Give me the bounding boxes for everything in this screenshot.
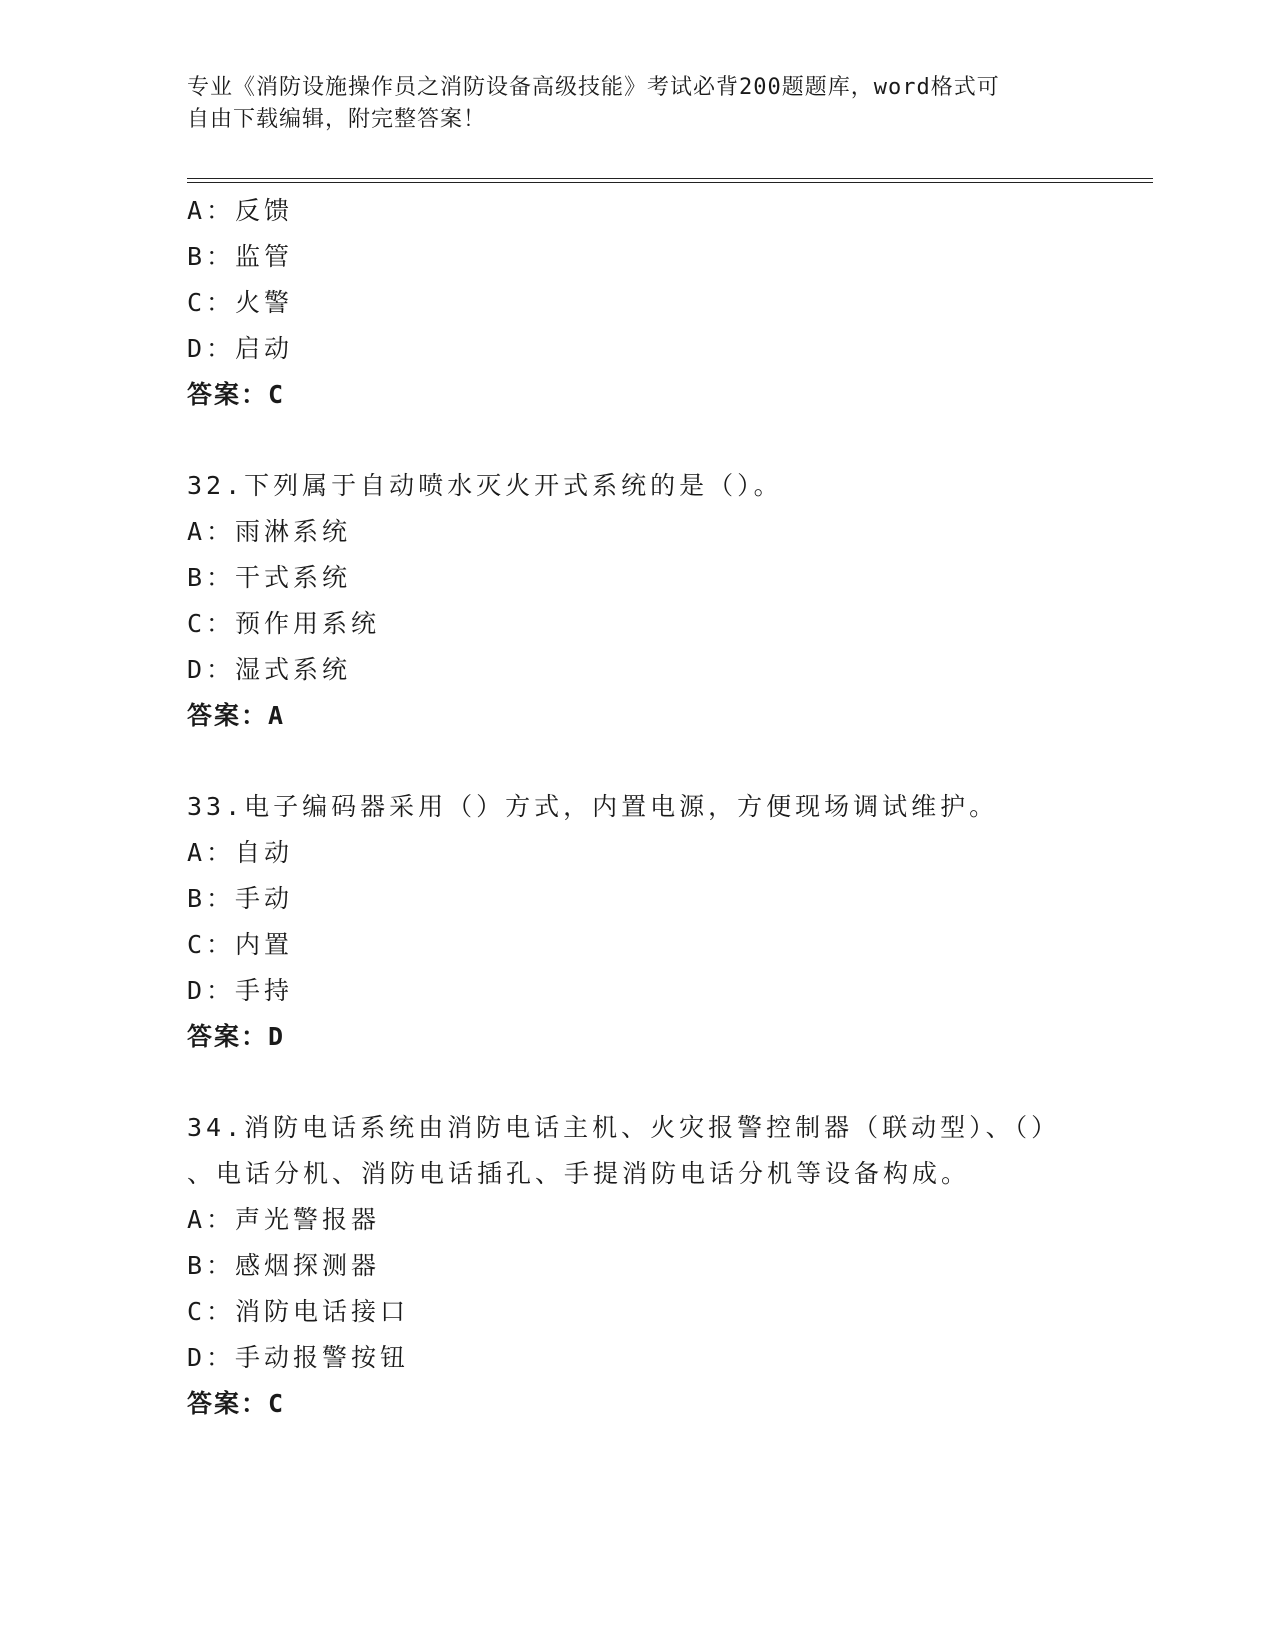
question-32: [187, 463, 1153, 739]
option-c: C：消防电话接口: [187, 1297, 410, 1326]
answer: 答案：D: [187, 1022, 286, 1051]
option-a: A：声光警报器: [187, 1205, 381, 1234]
header-line-2: 自由下载编辑，附完整答案！: [187, 107, 487, 132]
question-34: [187, 1105, 1153, 1427]
question-stem: 32.下列属于自动喷水灭火开式系统的是（）。: [187, 471, 783, 500]
answer: 答案：A: [187, 701, 286, 730]
question-31: [187, 188, 1153, 418]
option-a: A：雨淋系统: [187, 517, 352, 546]
option-c: C：内置: [187, 930, 294, 959]
option-b: B：手动: [187, 884, 294, 913]
option-a: A：自动: [187, 838, 294, 867]
question-33: [187, 784, 1153, 1060]
option-b: B：监管: [187, 242, 294, 271]
option-c: C：火警: [187, 288, 294, 317]
spacer: [187, 1060, 1153, 1105]
question-stem-line-2: 、电话分机、消防电话插孔、手提消防电话分机等设备构成。: [187, 1159, 971, 1188]
question-stem-line-1: 34.消防电话系统由消防电话主机、火灾报警控制器（联动型）、（）: [187, 1113, 1061, 1142]
document-header: [187, 72, 1087, 136]
answer: 答案：C: [187, 1389, 286, 1418]
spacer: [187, 739, 1153, 784]
option-b: B：干式系统: [187, 563, 352, 592]
header-divider: [187, 178, 1153, 183]
option-c: C：预作用系统: [187, 609, 381, 638]
option-b: B：感烟探测器: [187, 1251, 381, 1280]
option-a: A：反馈: [187, 196, 294, 225]
question-stem: 33.电子编码器采用（）方式，内置电源，方便现场调试维护。: [187, 792, 999, 821]
option-d: D：手持: [187, 976, 294, 1005]
option-d: D：湿式系统: [187, 655, 352, 684]
answer: 答案：C: [187, 380, 286, 409]
option-d: D：启动: [187, 334, 294, 363]
header-line-1: 专业《消防设施操作员之消防设备高级技能》考试必背200题题库，word格式可: [187, 75, 1000, 100]
question-list: [187, 188, 1153, 1427]
option-d: D：手动报警按钮: [187, 1343, 410, 1372]
spacer: [187, 418, 1153, 463]
